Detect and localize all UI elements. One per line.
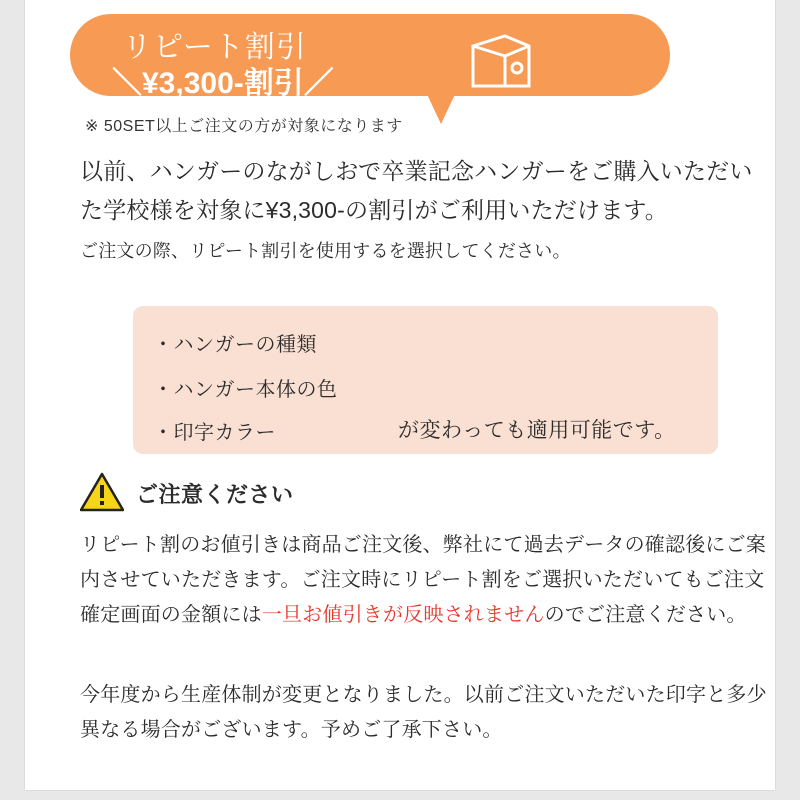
- warning-triangle-icon: [80, 472, 124, 512]
- document-page: [25, 0, 775, 790]
- intro-main-text: 以前、ハンガーのながしおで卒業記念ハンガーをご購入いただいた学校様を対象に¥3,300-の割引がご利用いただけます。: [80, 158, 753, 223]
- banner-bubble-tail: [425, 90, 457, 124]
- caution-body-after: のでご注意ください。: [544, 604, 747, 626]
- repeat-discount-banner: [70, 14, 670, 114]
- caution-body-secondary: 今年度から生産体制が変更となりました。以前ご注文いただいた印字と多少異なる場合がございます。予めご了承下さい。: [80, 684, 767, 741]
- caution-body-highlight: 一旦お値引きが反映されません: [261, 604, 545, 626]
- eligibility-note: ※ 50SET以上ご注文の方が対象になります: [85, 118, 403, 135]
- caution-body-before: リピート割のお値引きは商品ご注文後、弊社にて過去データの確認後にご案内させていただきます。ご注文時にリピート割をご選択いただいてもご注文確定画面の金額には: [80, 534, 766, 626]
- intro-sub-text: ご注文の際、リピート割引を使用するを選択してください。: [80, 241, 571, 261]
- banner-amount: ＼¥3,300-割引／: [112, 67, 334, 100]
- banner-title: リピート割引: [122, 31, 307, 64]
- wallet-icon: [465, 32, 537, 94]
- condition-item-2: ・印字カラー: [153, 422, 276, 444]
- caution-title: ご注意ください: [136, 482, 294, 507]
- caution-body: [80, 528, 770, 633]
- conditions-suffix: が変わっても適用可能です。: [398, 419, 676, 442]
- condition-item-0: ・ハンガーの種類: [153, 334, 317, 356]
- condition-item-1: ・ハンガー本体の色: [153, 379, 338, 401]
- conditions-box: [133, 306, 718, 454]
- intro-block: [80, 152, 770, 268]
